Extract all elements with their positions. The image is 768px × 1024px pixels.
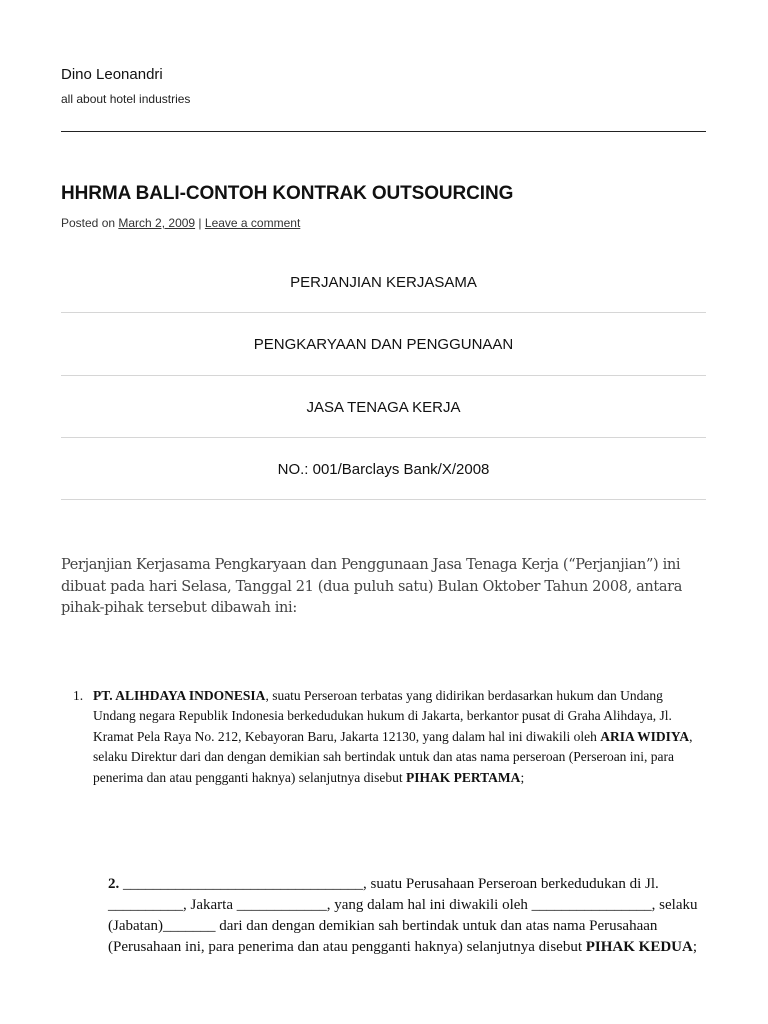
heading-agreement: PERJANJIAN KERJASAMA (290, 274, 477, 291)
party2-paragraph (108, 874, 708, 958)
leave-comment-link[interactable]: Leave a comment (204, 216, 301, 230)
heading-divider (61, 312, 706, 313)
site-title[interactable]: Dino Leonandri (61, 66, 163, 83)
header-divider (61, 131, 706, 132)
party1-text-b: , selaku Direktur dari dan dengan demikian sah bertindak untuk dan atas nama perseroan (Perseroan ini, para penerima dan atau pengganti haknya) selanjutnya disebut (93, 728, 693, 785)
party1-end: ; (520, 769, 525, 785)
site-tagline: all about hotel industries (61, 92, 191, 106)
meta-separator: | (195, 216, 205, 230)
party1-company: PT. ALIHDAYA INDONESIA (93, 688, 266, 703)
party1-number: 1. (73, 688, 84, 703)
heading-divider (61, 437, 706, 438)
post-date-link[interactable]: March 2, 2009 (118, 216, 196, 230)
party2-text-a: ________________________________, suatu Perusahaan Perseroan berkedudukan di Jl. __________, Jakarta ____________, yang dalam hal ini diwakili oleh ________________, selaku (Jabatan)_______ dari dan dengan demikian sah bertindak untuk dan atas nama Perusahaan (Perusahaan ini, para penerima dan atau pengganti haknya) selanjutnya disebut (108, 876, 698, 955)
posted-on-label: Posted on (61, 216, 119, 230)
party2-number: 2. (108, 876, 120, 892)
heading-divider (61, 375, 706, 376)
party2-role: PIHAK KEDUA (585, 939, 693, 955)
party1-paragraph (93, 686, 705, 788)
post-title: HHRMA BALI-CONTOH KONTRAK OUTSOURCING (61, 183, 514, 204)
party1-representative: ARIA WIDIYA (600, 728, 690, 744)
intro-paragraph: Perjanjian Kerjasama Pengkaryaan dan Penggunaan Jasa Tenaga Kerja (“Perjanjian”) ini dibuat pada hari Selasa, Tanggal 21 (dua puluh satu) Bulan Oktober Tahun 2008, antara pihak-pihak tersebut dibawah ini: (61, 557, 683, 616)
post-meta (61, 216, 300, 230)
heading-labor-services: JASA TENAGA KERJA (306, 399, 461, 416)
heading-employment: PENGKARYAAN DAN PENGGUNAAN (253, 336, 514, 353)
party2-end: ; (692, 939, 698, 955)
party1-text-a: , suatu Perseroan terbatas yang didirikan berdasarkan hukum dan Undang Undang negara Republik Indonesia berkedudukan hukum di Jakarta, berkantor pusat di Graha Alihdaya, Jl. Kramat Pela Raya No. 212, Kebayoran Baru, Jakarta 12130, yang dalam hal ini diwakili oleh (93, 688, 672, 744)
heading-contract-number: NO.: 001/Barclays Bank/X/2008 (277, 461, 490, 478)
party1-role: PIHAK PERTAMA (406, 769, 521, 785)
heading-divider (61, 499, 706, 500)
